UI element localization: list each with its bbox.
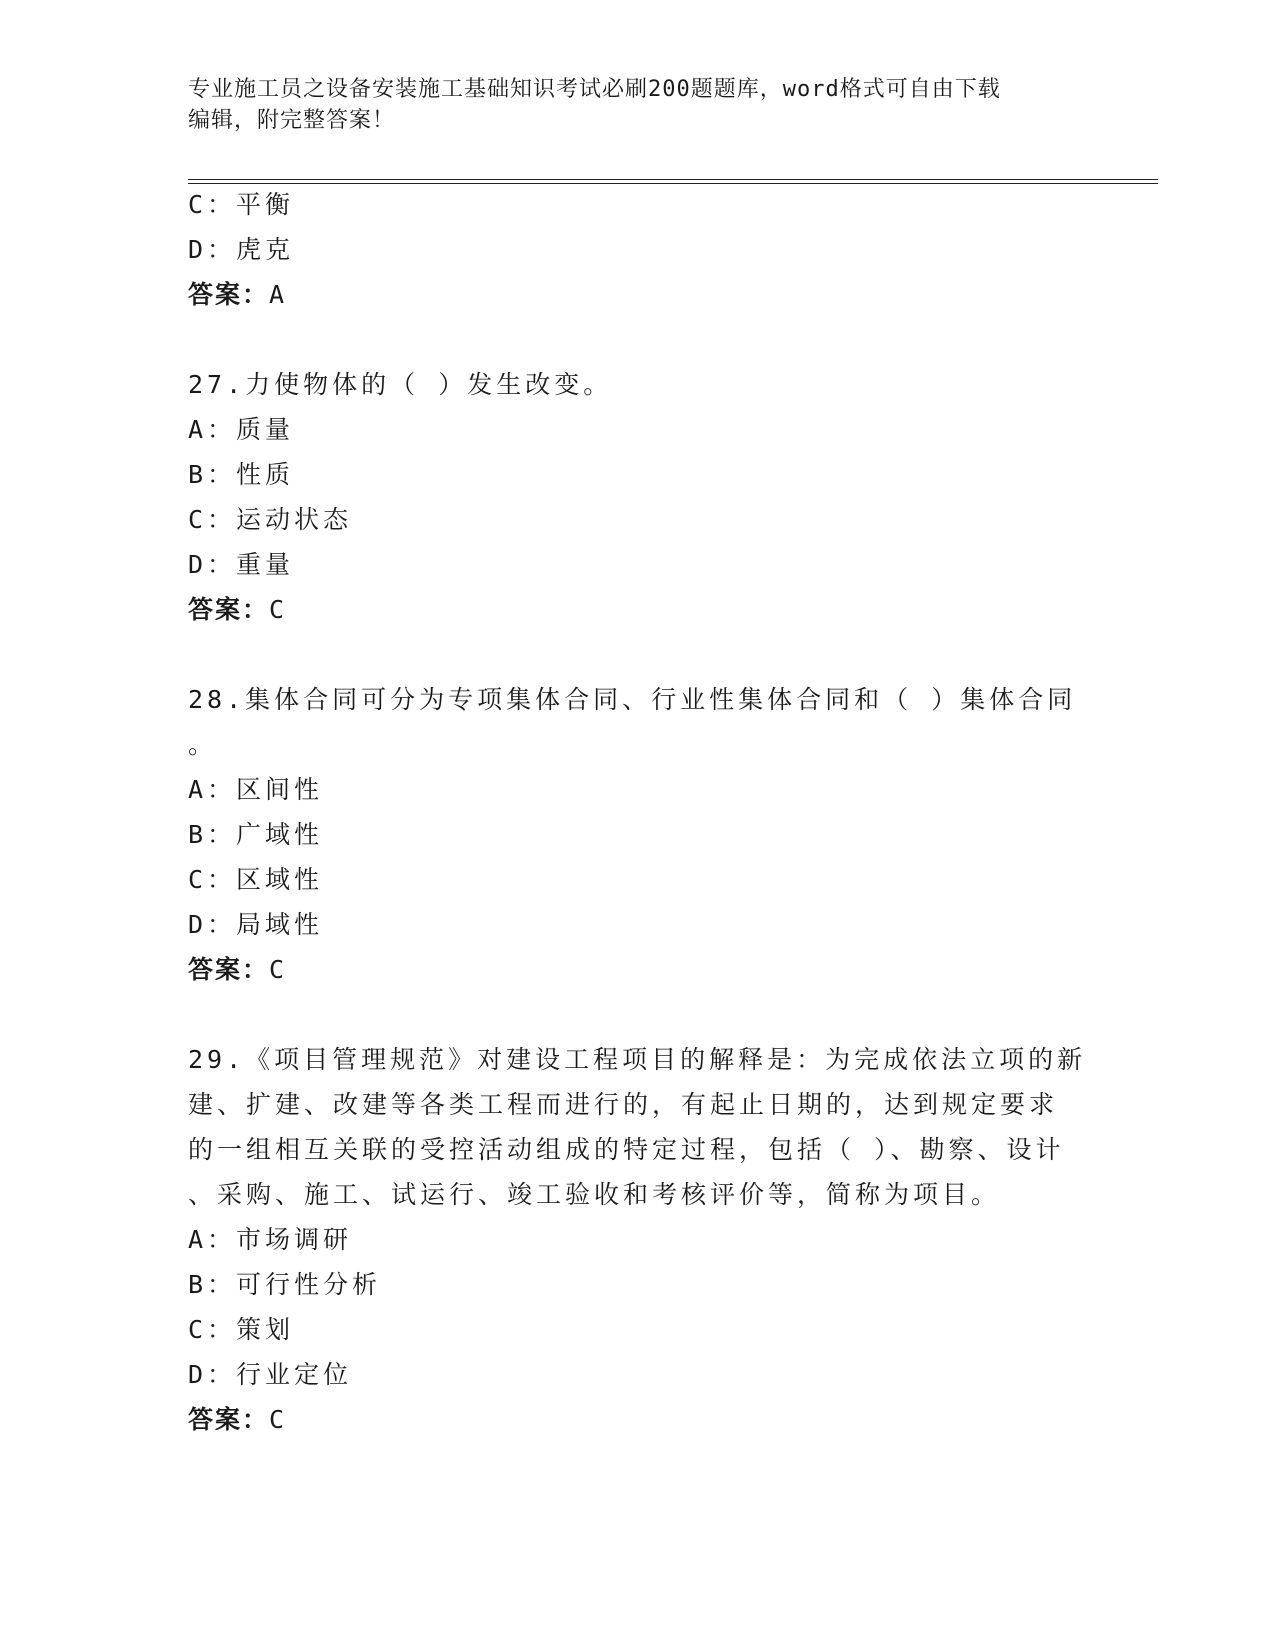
header-divider-bottom [188, 183, 1158, 184]
q29-stem-line-4: 、采购、施工、试运行、竣工验收和考核评价等，简称为项目。 [188, 1180, 1001, 1209]
document-header [188, 74, 1068, 136]
answer-label: 答案： [188, 280, 270, 309]
q29-stem-line-2: 建、扩建、改建等各类工程而进行的，有起止日期的，达到规定要求 [188, 1090, 1059, 1119]
answer-label: 答案： [188, 1405, 270, 1434]
q28-stem-line-1: 28.集体合同可分为专项集体合同、行业性集体合同和（ ）集体合同 [188, 685, 1077, 714]
answer-value: C [269, 595, 287, 624]
q29-option-b: B：可行性分析 [188, 1270, 382, 1299]
q27-option-d: D：重量 [188, 550, 295, 579]
q29-stem-line-1: 29.《项目管理规范》对建设工程项目的解释是：为完成依法立项的新 [188, 1045, 1087, 1074]
header-title-line-2: 编辑，附完整答案！ [188, 108, 396, 133]
header-divider-top [188, 179, 1158, 180]
q29-option-d: D：行业定位 [188, 1360, 353, 1389]
q27-stem: 27.力使物体的（ ）发生改变。 [188, 370, 613, 399]
q29-option-a: A：市场调研 [188, 1225, 353, 1254]
q28-option-b: B：广域性 [188, 820, 324, 849]
q27-answer [188, 595, 286, 625]
q28-option-d: D：局域性 [188, 910, 324, 939]
q26-answer [188, 280, 286, 310]
answer-label: 答案： [188, 595, 270, 624]
q26-option-c: C：平衡 [188, 190, 295, 219]
q28-answer [188, 955, 286, 985]
answer-value: C [269, 1405, 287, 1434]
q28-option-c: C：区域性 [188, 865, 324, 894]
answer-value: A [269, 280, 287, 309]
answer-value: C [269, 955, 287, 984]
header-title-line-1: 专业施工员之设备安装施工基础知识考试必刷200题题库，word格式可自由下载 [188, 77, 1001, 102]
q29-answer [188, 1405, 286, 1435]
q29-stem-line-3: 的一组相互关联的受控活动组成的特定过程，包括（ ）、勘察、设计 [188, 1135, 1065, 1164]
q28-option-a: A：区间性 [188, 775, 324, 804]
q26-option-d: D：虎克 [188, 235, 295, 264]
q29-option-c: C：策划 [188, 1315, 295, 1344]
q27-option-b: B：性质 [188, 460, 295, 489]
answer-label: 答案： [188, 955, 270, 984]
q27-option-c: C：运动状态 [188, 505, 353, 534]
q28-stem-line-2: 。 [188, 730, 218, 759]
q27-option-a: A：质量 [188, 415, 295, 444]
